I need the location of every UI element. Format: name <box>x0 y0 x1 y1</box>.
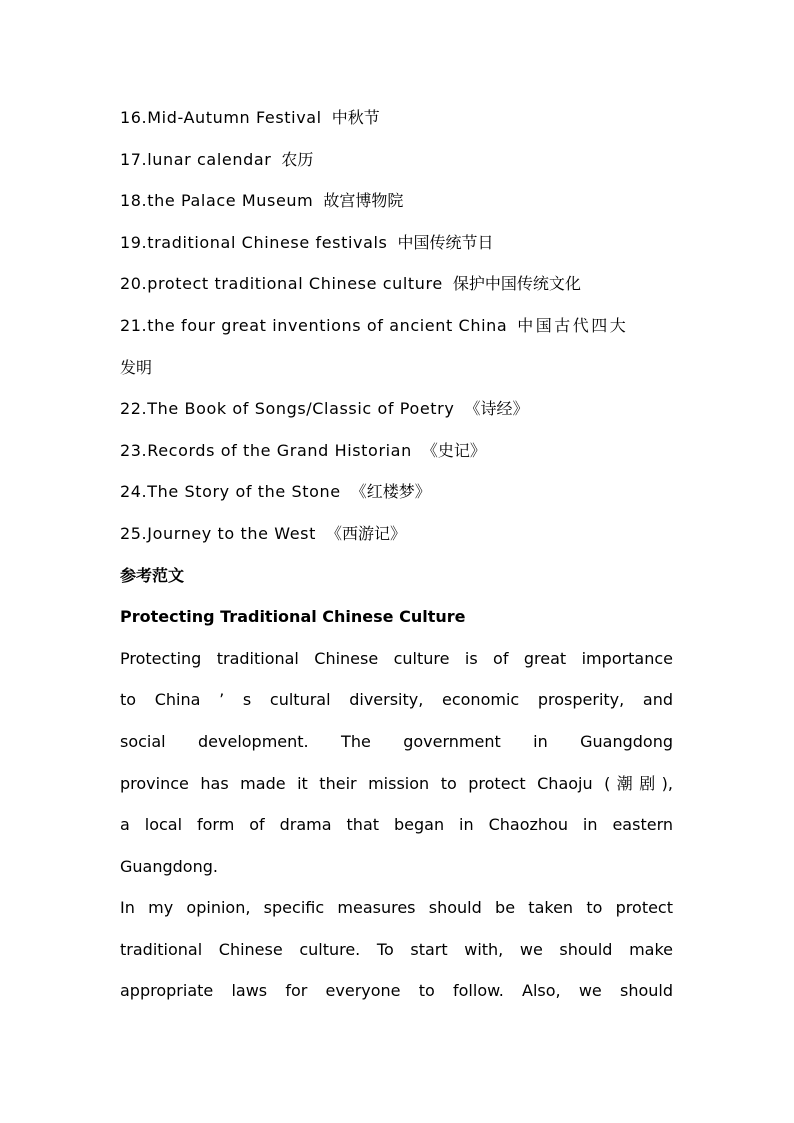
vocab-item <box>120 388 673 430</box>
vocab-item <box>120 97 673 139</box>
vocab-chinese: 故宫博物院 <box>323 191 404 211</box>
vocab-item <box>120 263 673 305</box>
vocab-english: 17.lunar calendar <box>120 149 272 169</box>
vocab-english: 23.Records of the Grand Historian <box>120 440 412 460</box>
vocab-item <box>120 513 673 555</box>
vocab-item <box>120 430 673 472</box>
vocab-english: 16.Mid-Autumn Festival <box>120 108 322 127</box>
vocab-english: 18.the Palace Museum <box>120 191 314 211</box>
paragraph-line: social development. The government in Guangdong <box>120 731 673 751</box>
paragraph-line: Guangdong. <box>120 856 218 876</box>
paragraph-line: province has made it their mission to protect Chaoju (潮剧), <box>120 773 673 793</box>
paragraph-line: appropriate laws for everyone to follow. Also, we should <box>120 981 673 1001</box>
essay-title: Protecting Traditional Chinese Culture <box>120 607 466 627</box>
vocab-english: 24.The Story of the Stone <box>120 482 341 502</box>
vocab-english: 21.the four great inventions of ancient China <box>120 315 508 335</box>
document-page <box>120 97 673 1012</box>
vocab-english: 25.Journey to the West <box>120 523 316 543</box>
vocab-english: 20.protect traditional Chinese culture <box>120 274 443 294</box>
vocab-chinese: 中秋节 <box>331 108 380 127</box>
paragraph-line: to China ’ s cultural diversity, economic prosperity, and <box>120 690 673 710</box>
vocab-english: 19.traditional Chinese festivals <box>120 232 388 252</box>
vocab-item <box>120 180 673 222</box>
vocab-chinese: 中国古代四大 <box>517 315 629 335</box>
section-heading: 参考范文 <box>120 565 185 585</box>
vocab-chinese: 《红楼梦》 <box>350 482 431 502</box>
vocab-english: 22.The Book of Songs/Classic of Poetry <box>120 399 455 419</box>
vocab-chinese: 《史记》 <box>421 440 486 460</box>
essay-paragraph-1 <box>120 638 673 888</box>
vocabulary-list <box>120 97 673 555</box>
vocab-item <box>120 139 673 181</box>
essay-paragraph-2 <box>120 887 673 1012</box>
paragraph-line: In my opinion, specific measures should be taken to protect <box>120 898 673 918</box>
vocab-item-continuation <box>120 347 673 389</box>
vocab-chinese: 《西游记》 <box>325 523 406 543</box>
vocab-chinese: 农历 <box>281 149 314 169</box>
vocab-item <box>120 471 673 513</box>
vocab-chinese: 发明 <box>120 357 153 377</box>
vocab-chinese: 保护中国传统文化 <box>452 274 581 294</box>
paragraph-line: Protecting traditional Chinese culture is of great importance <box>120 648 673 668</box>
vocab-chinese: 中国传统节日 <box>397 232 494 252</box>
paragraph-line: traditional Chinese culture. To start with, we should make <box>120 939 673 959</box>
vocab-item <box>120 305 673 347</box>
paragraph-line: a local form of drama that began in Chaozhou in eastern <box>120 815 673 835</box>
vocab-chinese: 《诗经》 <box>464 399 529 419</box>
vocab-item <box>120 222 673 264</box>
